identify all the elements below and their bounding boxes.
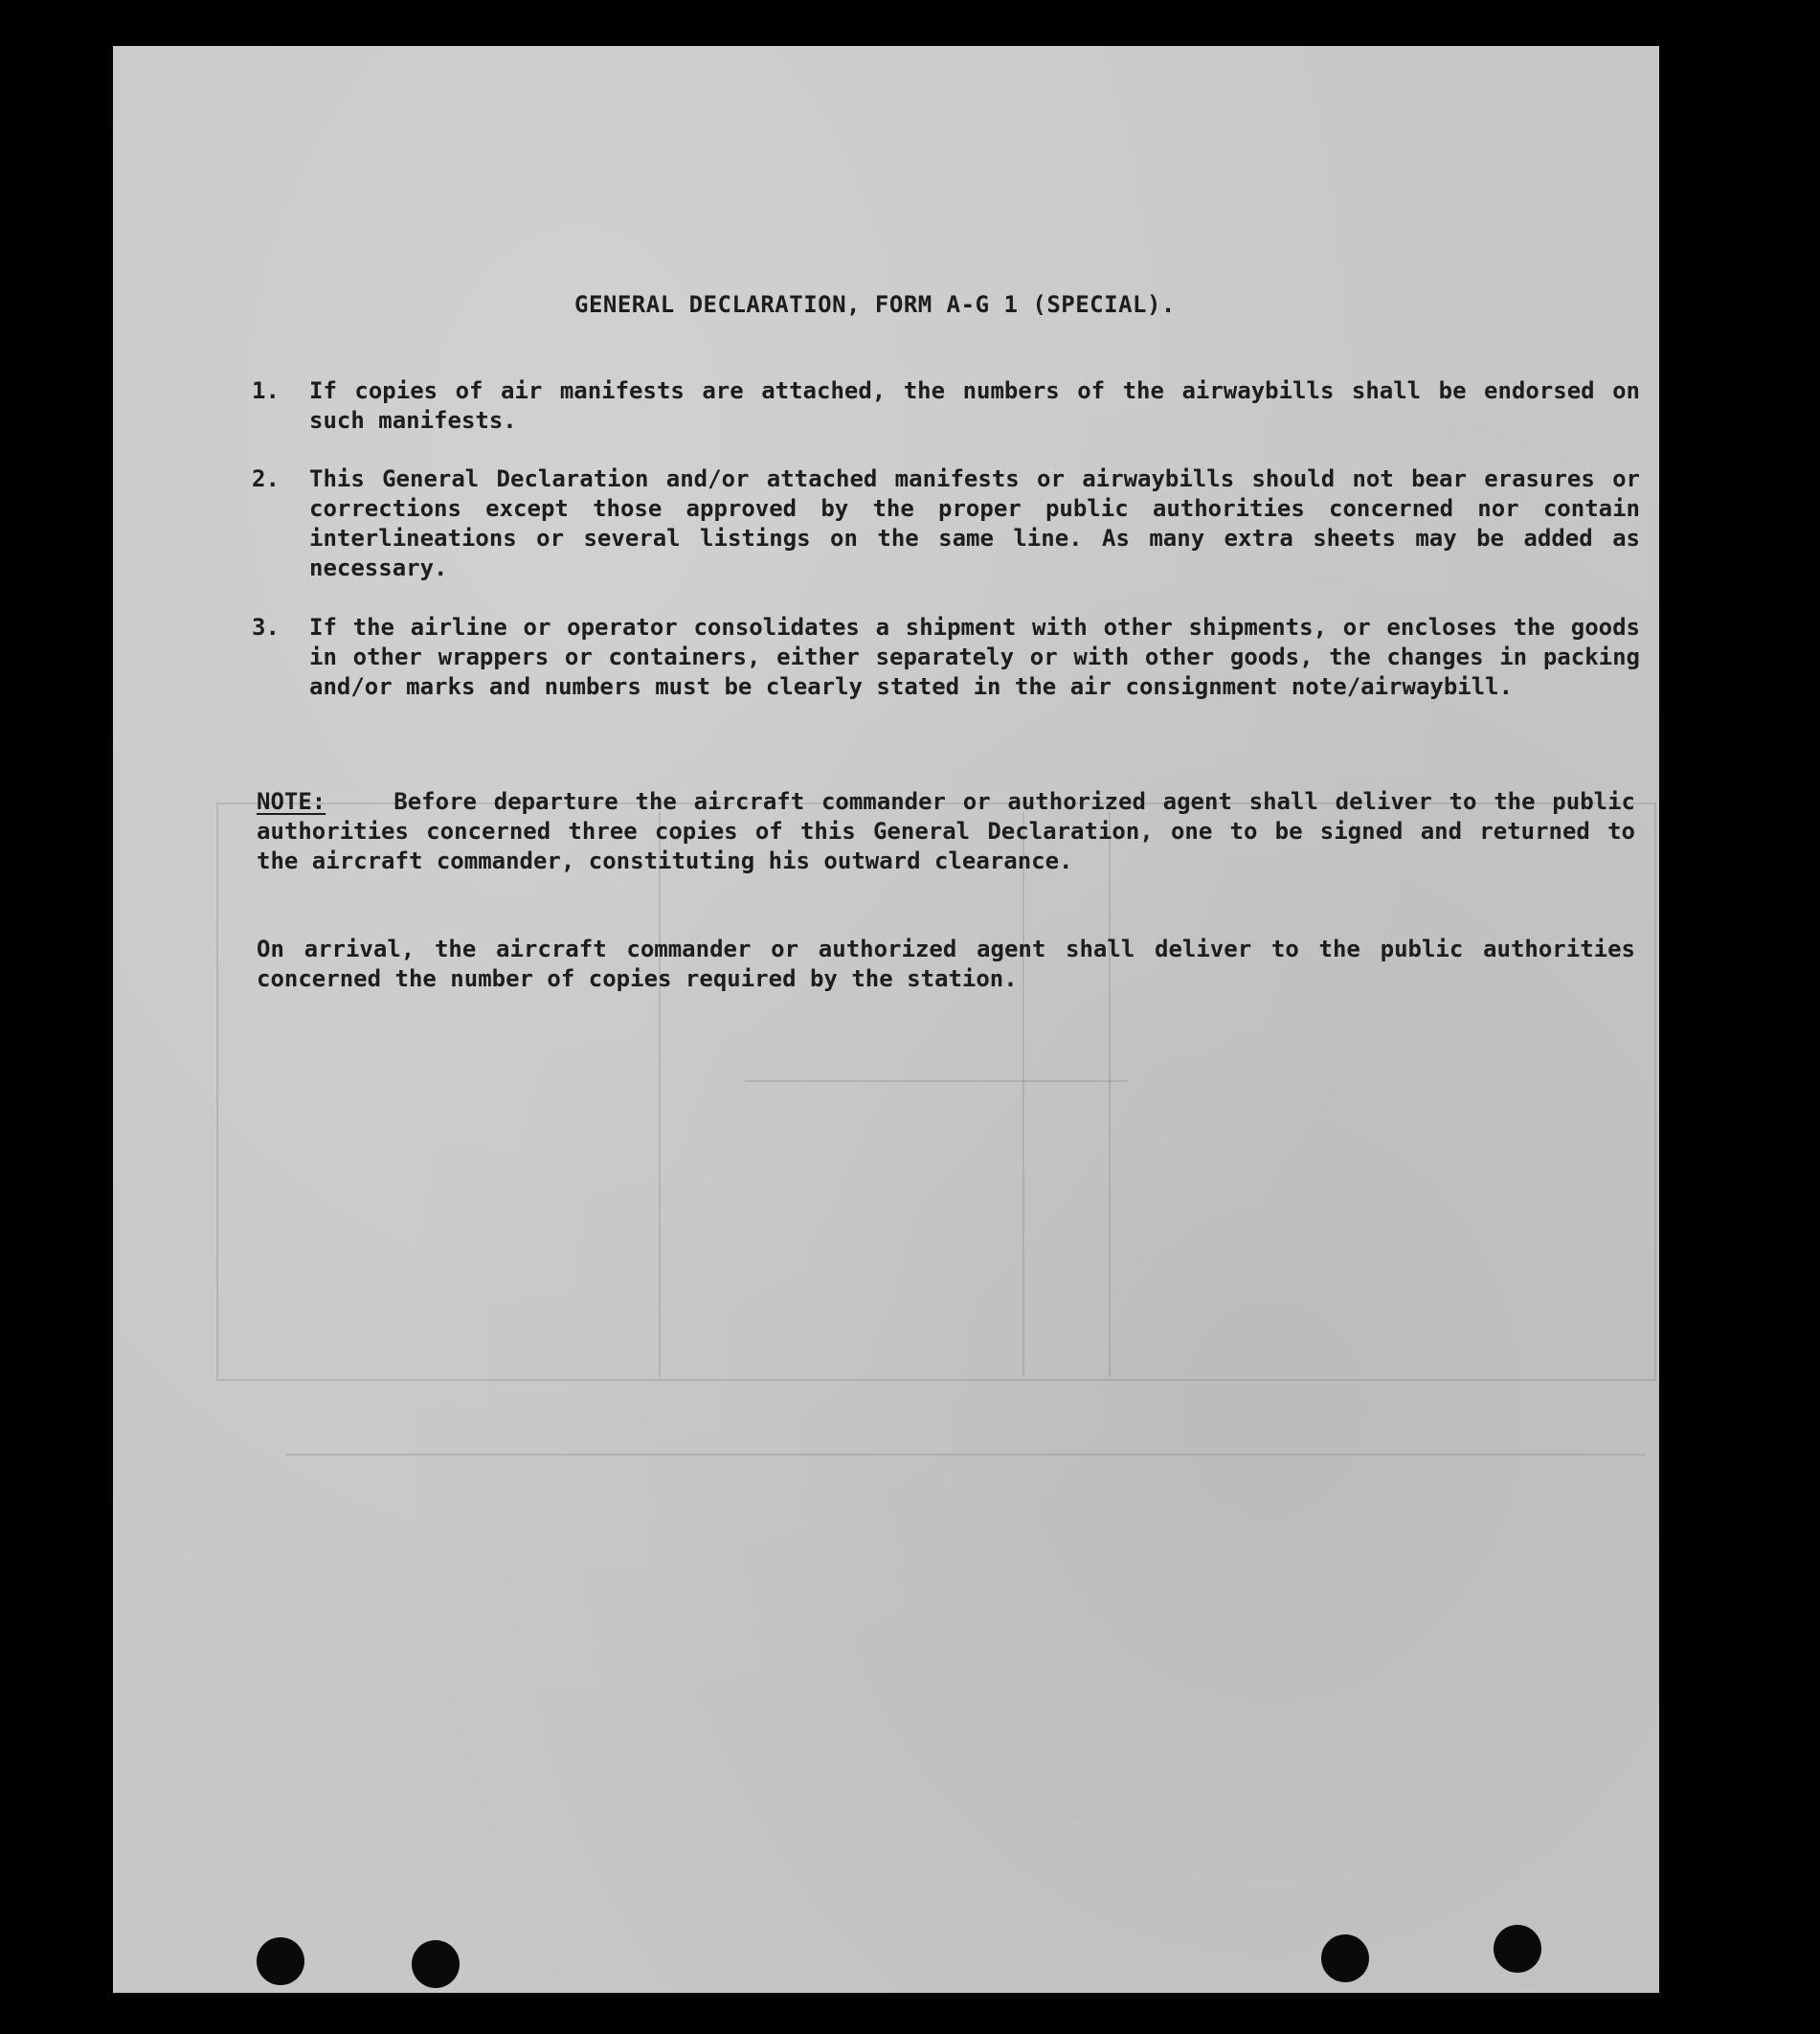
instruction-item xyxy=(252,464,1640,583)
bleed-through-line xyxy=(1022,812,1024,1377)
note-text: Before departure the aircraft commander or authorized agent shall deliver to the public authorities concerned three copies of this General Declaration, one to be signed and returned to the aircraft commander, constituting his outward clearance. xyxy=(257,788,1635,874)
bleed-through-line xyxy=(659,812,661,1377)
instruction-item xyxy=(252,376,1640,436)
paper-sheet xyxy=(113,46,1659,1993)
punch-hole xyxy=(412,1940,460,1988)
punch-hole xyxy=(1494,1925,1541,1973)
departure-note xyxy=(257,787,1635,876)
bleed-through-line xyxy=(1109,812,1111,1377)
document-title: GENERAL DECLARATION, FORM A-G 1 (SPECIAL). xyxy=(574,291,1176,318)
note-label: NOTE: xyxy=(257,788,326,815)
item-text: If copies of air manifests are attached, the numbers of the airwaybills shall be endorsed on such manifests. xyxy=(309,377,1640,434)
item-text: This General Declaration and/or attached manifests or airwaybills should not bear erasures or corrections except those approved by the proper public authorities concerned nor contain interlineations or several listings on the same line. As many extra sheets may be added as necessary. xyxy=(309,465,1640,581)
punch-hole xyxy=(257,1937,304,1985)
item-text: If the airline or operator consolidates a shipment with other shipments, or encloses the goods in other wrappers or containers, either separately or with other goods, the changes in packing and/or marks and numbers must be clearly stated in the air consignment note/airwaybill. xyxy=(309,614,1640,700)
punch-hole xyxy=(1321,1934,1369,1982)
bleed-through-line xyxy=(745,1080,1128,1082)
item-number: 2. xyxy=(252,465,280,492)
bleed-through-frame xyxy=(216,802,1656,1381)
instruction-item xyxy=(252,613,1640,702)
item-number: 1. xyxy=(252,377,280,404)
item-number: 3. xyxy=(252,614,280,641)
bleed-through-line xyxy=(285,1454,1645,1456)
arrival-note: On arrival, the aircraft commander or authorized agent shall deliver to the public authorities concerned the number of copies required by the station. xyxy=(257,936,1635,992)
